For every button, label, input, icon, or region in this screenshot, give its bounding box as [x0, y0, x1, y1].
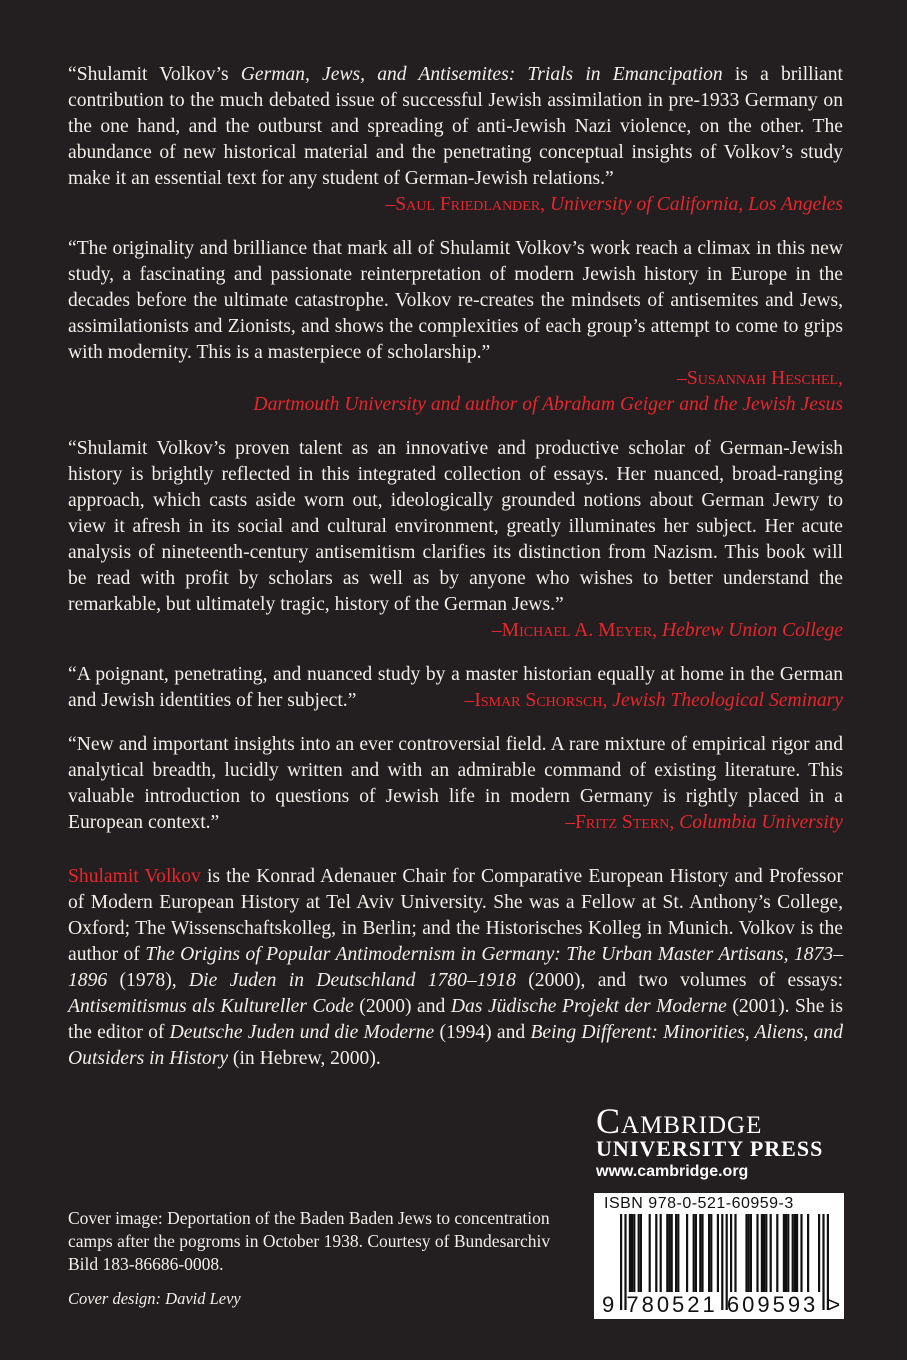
quote-text	[68, 236, 843, 366]
review-quote-4	[68, 662, 843, 714]
barcode-bar	[818, 1214, 820, 1292]
review-quote-1	[68, 62, 843, 218]
barcode-bar	[763, 1214, 765, 1292]
quote-text	[68, 62, 843, 192]
barcode-bar	[787, 1214, 789, 1292]
isbn-barcode	[594, 1193, 844, 1319]
reviewer-name: –Michael A. Meyer,	[491, 620, 658, 641]
italic-title: Deutsche Juden und die Moderne	[169, 1022, 435, 1043]
barcode-bar	[675, 1214, 677, 1292]
reviewer-affiliation: Columbia University	[674, 812, 843, 833]
barcode-bar	[686, 1214, 688, 1292]
text-segment: (2000) and	[353, 996, 451, 1017]
barcode-bar	[655, 1214, 657, 1292]
barcode-bar	[756, 1214, 758, 1292]
barcode-bar	[710, 1214, 712, 1292]
barcode-bar	[631, 1214, 633, 1292]
barcode-bar	[765, 1214, 767, 1292]
barcode-bar	[761, 1214, 763, 1292]
barcode-bar	[666, 1214, 668, 1292]
review-quote-5	[68, 732, 843, 836]
text-segment: “The originality and brilliance that mark all of Shulamit Volkov’s work reach a climax in this new study, a fascinating and passionate reinterpretation of modern Jewish history in Europe in the decades before the ultimate catastrophe. Volkov re-creates the mindsets of antisemites and Jews, assimilationists and Zionists, and shows the complexities of each group’s attempt to come to grips with modernity. This is a masterpiece of scholarship.”	[68, 238, 843, 363]
reviewer-name: –Ismar Schorsch,	[464, 690, 608, 711]
reviewer-affiliation: Dartmouth University and author of Abraham Geiger and the Jewish Jesus	[253, 394, 843, 415]
barcode-bar	[776, 1214, 778, 1292]
barcode-bar	[699, 1214, 701, 1292]
barcode-bar	[633, 1214, 635, 1292]
barcode-bar	[783, 1214, 785, 1292]
text-segment: (1994) and	[434, 1022, 531, 1043]
barcode-bar	[800, 1214, 802, 1292]
quote-text	[68, 732, 843, 836]
barcode-bar	[794, 1214, 796, 1292]
barcode-bar	[640, 1214, 642, 1292]
text-segment: “A poignant, penetrating, and nuanced study by a master historian equally at home in the German and Jewish identities of her subject.”	[68, 664, 843, 711]
barcode-bar	[792, 1214, 794, 1292]
reviewer-name: –Saul Friedlander,	[385, 194, 546, 215]
text-segment: is a brilliant contribution to the much debated issue of successful Jewish assimilation in pre-1933 Germany on the one hand, and the outburst and spreading of anti-Jewish Nazi violence, on the other. The abundance of new historical material and the penetrating conceptual insights of Volkov’s study make it an essential text for any student of German-Jewish relations.”	[68, 64, 843, 189]
publisher-sub: UNIVERSITY PRESS	[596, 1136, 824, 1161]
barcode-bar	[734, 1214, 736, 1292]
text-segment: (1978),	[107, 970, 190, 991]
text-segment: (2001). She is the editor of	[68, 996, 843, 1043]
barcode-bar	[701, 1214, 703, 1292]
text-segment: is the Konrad Adenauer Chair for Comparative European History and Professor of Modern European History at Tel Aviv University. She was a Fellow at St. Anthony’s College, Oxford; The Wissenschaftskolleg, in Berlin; and the Historisches Kolleg in Munich. Volkov is the author of	[68, 866, 843, 965]
barcode-bar	[785, 1214, 787, 1292]
barcode-bar	[708, 1214, 710, 1292]
quote-text	[68, 436, 843, 618]
author-name: Shulamit Volkov	[68, 866, 201, 887]
review-quote-3	[68, 436, 843, 644]
barcode-bar	[745, 1214, 747, 1292]
reviewer-affiliation: Jewish Theological Seminary	[607, 690, 843, 711]
barcode-bar	[750, 1214, 752, 1292]
barcode-bar	[730, 1214, 732, 1292]
barcode-bar	[693, 1214, 695, 1292]
text-segment: (2000), and two volumes of essays:	[515, 970, 844, 991]
text-segment: “New and important insights into an ever controversial field. A rare mixture of empirical rigor and analytical breadth, lucidly written and with an admirable command of existing literature. This valuable introduction to questions of Jewish life in modern Germany is rightly placed in a European context.”	[68, 734, 843, 833]
reviewer-name: –Fritz Stern,	[565, 812, 675, 833]
barcode-bar	[668, 1214, 670, 1292]
isbn-label: ISBN 978-0-521-60959-3	[604, 1195, 794, 1212]
publisher-logo	[596, 1101, 846, 1182]
barcode-bar	[796, 1214, 798, 1292]
barcode-bar	[660, 1214, 662, 1292]
quote-attribution	[68, 366, 843, 418]
reviewer-affiliation: University of California, Los Angeles	[545, 194, 843, 215]
publisher-name: Cambridge	[596, 1101, 763, 1141]
quote-attribution	[68, 192, 843, 218]
barcode-bar	[695, 1214, 697, 1292]
barcode-bar	[770, 1214, 772, 1292]
reviews-and-bio	[68, 62, 843, 1072]
italic-title: Antisemitismus als Kultureller Code	[68, 996, 354, 1017]
reviewer-affiliation: Hebrew Union College	[657, 620, 843, 641]
text-segment: (in Hebrew, 2000).	[228, 1048, 381, 1069]
italic-title: German, Jews, and Antisemites: Trials in Emancipation	[240, 64, 723, 85]
quote-attribution	[565, 810, 843, 836]
quote-attribution	[465, 688, 843, 714]
barcode-bar	[748, 1214, 750, 1292]
cover-design-credit: Cover design: David Levy	[68, 1289, 241, 1308]
barcode-bar	[649, 1214, 651, 1292]
italic-title: Das Jüdische Projekt der Moderne	[450, 996, 727, 1017]
italic-title: The Origins of Popular Antimodernism in Germany: The Urban Master Artisans, 1873–1896	[68, 944, 843, 991]
cover-image-credit: Cover image: Deportation of the Baden Baden Jews to concentration camps after the pogroms in October 1938. Courtesy of Bundesarchiv Bild 183-86686-0008.	[68, 1208, 551, 1274]
quote-text	[68, 662, 843, 714]
italic-title: Being Different: Minorities, Aliens, and Outsiders in History	[68, 1022, 843, 1069]
text-segment: “Shulamit Volkov’s	[68, 64, 241, 85]
author-bio	[68, 864, 843, 1072]
barcode-bar	[629, 1214, 631, 1292]
barcode-bar	[717, 1214, 719, 1292]
publisher-url: www.cambridge.org	[596, 1163, 749, 1180]
reviewer-name: –Susannah Heschel,	[677, 368, 843, 389]
barcode-bar	[677, 1214, 679, 1292]
quote-attribution	[68, 618, 843, 644]
italic-title: Die Juden in Deutschland 1780–1918	[189, 970, 516, 991]
text-segment: “Shulamit Volkov’s proven talent as an innovative and productive scholar of German-Jewish history is brightly reflected in this integrated collection of essays. Her nuanced, broad-ranging approach, which casts aside worn out, ideologically grounded notions about German Jewry to view it afresh in its social and cultural environment, greatly illuminates her subject. Her acute analysis of nineteenth-century antisemitism clarifies its distinction from Nazism. This book will be read with profit by scholars as well as by anyone who wishes to better understand the remarkable, but ultimately tragic, history of the German Jews.”	[68, 438, 843, 615]
barcode-bar	[807, 1214, 809, 1292]
barcode-bar	[638, 1214, 640, 1292]
barcode-bar	[671, 1214, 673, 1292]
barcode-digits: 9 780521 609593 >	[602, 1292, 844, 1317]
review-quote-2	[68, 236, 843, 418]
